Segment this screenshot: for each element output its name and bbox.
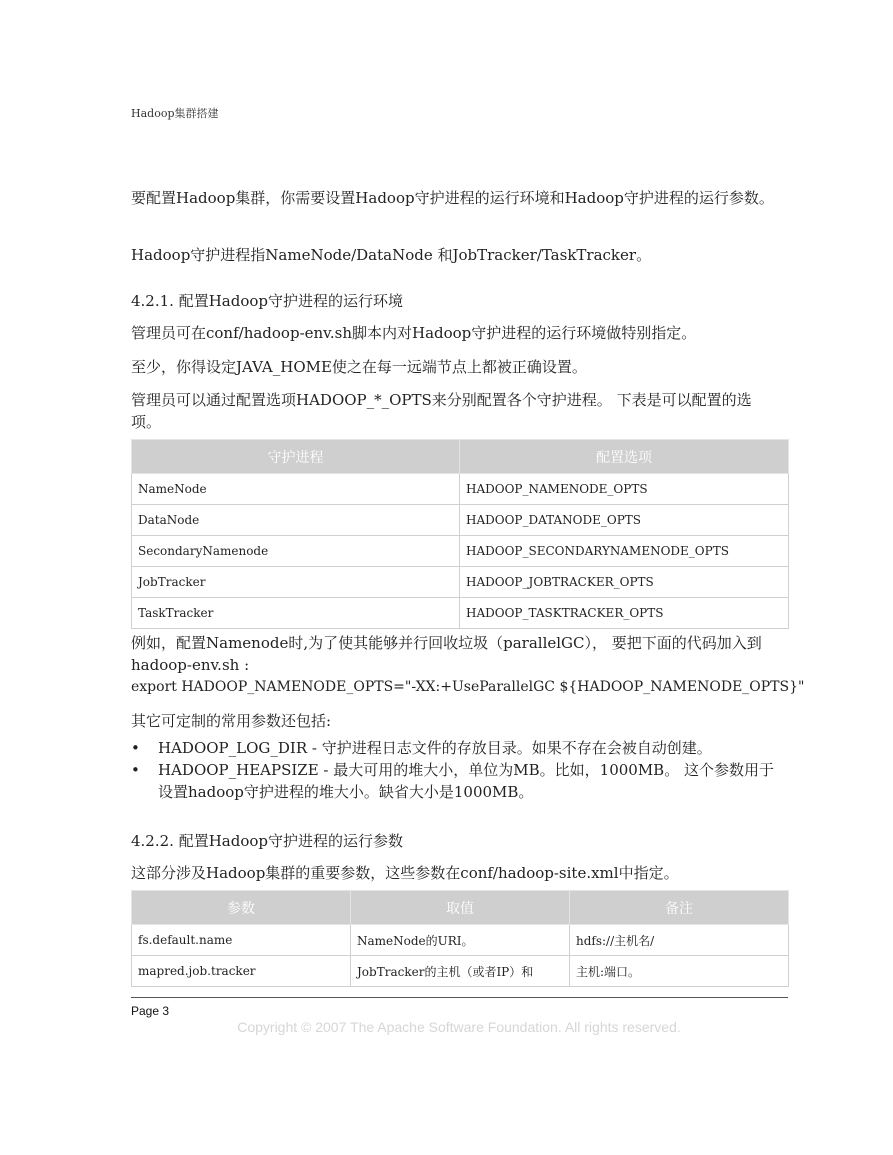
table-row bbox=[132, 598, 789, 629]
column-header-note: 备注 bbox=[570, 891, 789, 925]
intro-paragraph-2: Hadoop守护进程指NameNode/DataNode 和JobTracker/TaskTracker。 bbox=[131, 246, 652, 264]
section-heading-4-2-1: 4.2.1. 配置Hadoop守护进程的运行环境 bbox=[131, 292, 403, 310]
bullet-icon: • bbox=[131, 761, 140, 779]
intro-paragraph-1: 要配置Hadoop集群，你需要设置Hadoop守护进程的运行环境和Hadoop守护进程的运行参数。 bbox=[131, 189, 774, 207]
table-cell: HADOOP_JOBTRACKER_OPTS bbox=[460, 567, 789, 598]
table-row bbox=[132, 925, 789, 956]
document-header: Hadoop集群搭建 bbox=[131, 107, 219, 120]
table-cell: NameNode bbox=[132, 474, 460, 505]
table-row bbox=[132, 474, 789, 505]
daemon-options-table bbox=[131, 439, 789, 629]
table-row bbox=[132, 956, 789, 987]
list-item bbox=[131, 737, 781, 759]
column-header-daemon: 守护进程 bbox=[132, 440, 460, 474]
column-header-value: 取值 bbox=[351, 891, 570, 925]
table-cell: JobTracker bbox=[132, 567, 460, 598]
table-cell: fs.default.name bbox=[132, 925, 351, 956]
table-cell: JobTracker的主机（或者IP）和 bbox=[351, 956, 570, 987]
column-header-parameter: 参数 bbox=[132, 891, 351, 925]
parameters-table bbox=[131, 890, 789, 987]
other-params-paragraph: 其它可定制的常用参数还包括: bbox=[131, 712, 332, 730]
copyright-notice: Copyright © 2007 The Apache Software Foundation. All rights reserved. bbox=[237, 1019, 681, 1035]
table-row bbox=[132, 567, 789, 598]
code-snippet: export HADOOP_NAMENODE_OPTS="-XX:+UseParallelGC ${HADOOP_NAMENODE_OPTS}" bbox=[131, 679, 805, 695]
column-header-option: 配置选项 bbox=[460, 440, 789, 474]
list-item bbox=[131, 759, 781, 803]
section2-paragraph-1: 这部分涉及Hadoop集群的重要参数，这些参数在conf/hadoop-site.xml中指定。 bbox=[131, 864, 679, 882]
table-cell: SecondaryNamenode bbox=[132, 536, 460, 567]
table-header-row bbox=[132, 440, 789, 474]
table-cell: mapred.job.tracker bbox=[132, 956, 351, 987]
table-header-row bbox=[132, 891, 789, 925]
table-row bbox=[132, 505, 789, 536]
list-item-text: HADOOP_HEAPSIZE - 最大可用的堆大小，单位为MB。比如，1000MB。 这个参数用于设置hadoop守护进程的堆大小。缺省大小是1000MB。 bbox=[158, 761, 774, 801]
list-item-text: HADOOP_LOG_DIR - 守护进程日志文件的存放目录。如果不存在会被自动创建。 bbox=[158, 739, 712, 757]
section1-paragraph-2: 至少，你得设定JAVA_HOME使之在每一远端节点上都被正确设置。 bbox=[131, 358, 587, 376]
table-row bbox=[132, 536, 789, 567]
section1-paragraph-3: 管理员可以通过配置选项HADOOP_*_OPTS来分别配置各个守护进程。 下表是可以配置的选项。 bbox=[131, 391, 752, 431]
example-paragraph: 例如，配置Namenode时,为了使其能够并行回收垃圾（parallelGC）， 要把下面的代码加入到hadoop-env.sh : bbox=[131, 634, 762, 674]
table-cell: TaskTracker bbox=[132, 598, 460, 629]
section1-paragraph-1: 管理员可在conf/hadoop-env.sh脚本内对Hadoop守护进程的运行环境做特别指定。 bbox=[131, 324, 697, 342]
table-cell: hdfs://主机名/ bbox=[570, 925, 789, 956]
footer-divider bbox=[131, 997, 788, 998]
table-cell: HADOOP_TASKTRACKER_OPTS bbox=[460, 598, 789, 629]
section-heading-4-2-2: 4.2.2. 配置Hadoop守护进程的运行参数 bbox=[131, 832, 403, 850]
table-cell: HADOOP_NAMENODE_OPTS bbox=[460, 474, 789, 505]
table-cell: HADOOP_SECONDARYNAMENODE_OPTS bbox=[460, 536, 789, 567]
page-number: Page 3 bbox=[131, 1004, 170, 1018]
table-cell: HADOOP_DATANODE_OPTS bbox=[460, 505, 789, 536]
table-cell: DataNode bbox=[132, 505, 460, 536]
params-bullet-list bbox=[131, 737, 781, 803]
bullet-icon: • bbox=[131, 739, 140, 757]
table-cell: 主机:端口。 bbox=[570, 956, 789, 987]
table-cell: NameNode的URI。 bbox=[351, 925, 570, 956]
